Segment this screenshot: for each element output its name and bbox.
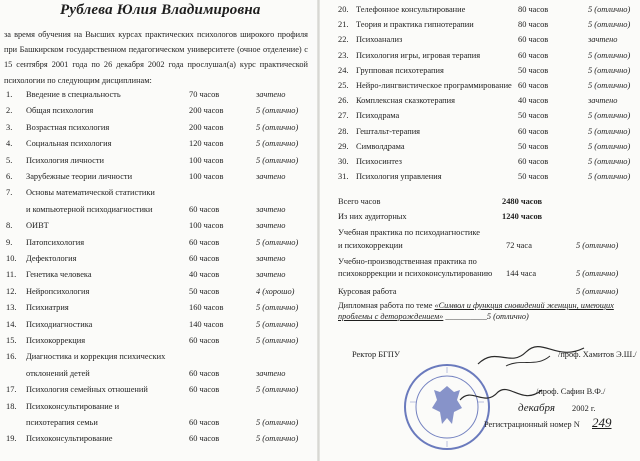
subject-hours: 60 часов xyxy=(518,50,549,60)
subject-hours: 60 часов xyxy=(189,336,220,345)
subject-grade: 5 (отлично) xyxy=(588,65,631,75)
subject-grade: 5 (отлично) xyxy=(588,111,631,121)
subject-title: и компьютерной психодиагностики xyxy=(26,204,153,214)
subject-number: 18. xyxy=(6,401,17,411)
subject-number: 5. xyxy=(6,155,13,165)
thesis-topic: «Символ и функция сновидений женщин, имеющих проблемы с деторождением» xyxy=(338,301,614,321)
subject-title: психотерапия семьи xyxy=(26,418,98,427)
subject-hours: 80 часов xyxy=(518,20,549,30)
subject-title: Генетика человека xyxy=(26,270,92,280)
page-fold xyxy=(317,0,320,461)
subject-grade: зачтено xyxy=(256,368,286,378)
practice-1-line1: Учебная практика по психодиагностике xyxy=(338,228,480,237)
subject-title: Введение в специальность xyxy=(26,90,121,99)
subject-number: 27. xyxy=(338,111,349,121)
thesis-prefix: Дипломная работа по теме xyxy=(338,301,433,310)
registration-label: Регистрационный номер N xyxy=(484,420,580,429)
subject-hours: 140 часов xyxy=(189,319,224,329)
subject-grade: зачтено xyxy=(588,96,618,106)
auditory-hours-value: 1240 часов xyxy=(502,212,542,221)
subject-title: Психология игры, игровая терапия xyxy=(356,50,481,60)
subject-title: Диагностика и коррекция психических xyxy=(26,352,166,362)
practice-1-grade: 5 (отлично) xyxy=(576,241,619,250)
subject-grade: зачтено xyxy=(256,204,286,214)
subject-grade: 5 (отлично) xyxy=(256,139,299,149)
rector-label: Ректор БГПУ xyxy=(352,350,400,359)
subject-grade: зачтено xyxy=(256,172,286,181)
practice-1-hours: 72 часа xyxy=(506,241,532,250)
subject-hours: 70 часов xyxy=(189,90,220,99)
left-page xyxy=(0,0,312,461)
subject-title: Психодрама xyxy=(356,111,400,121)
subject-title: Гештальт-терапия xyxy=(356,126,421,136)
practice-2-line1: Учебно-производственная практика по xyxy=(338,257,477,266)
subject-hours: 200 часов xyxy=(189,106,224,116)
subject-title: Психиатрия xyxy=(26,303,69,313)
subject-grade: зачтено xyxy=(256,270,286,280)
subject-number: 31. xyxy=(338,172,349,182)
subject-grade: зачтено xyxy=(588,35,618,45)
subject-grade: 5 (отлично) xyxy=(588,141,631,151)
subject-grade: 5 (отлично) xyxy=(256,336,299,345)
coursework-grade: 5 (отлично) xyxy=(576,287,619,296)
subject-title: Групповая психотерапия xyxy=(356,65,444,75)
subject-number: 16. xyxy=(6,352,17,362)
intro-paragraph: за время обучения на Высших курсах практических психологов широкого профиля при Башкирском государственном педагогическом университете (очное отделение) с 15 сентября 2001 года по 26 декабря 2002 года прослушал(а) курс практической психологии по следующим дисциплинам: xyxy=(4,30,308,85)
practice-2-hours: 144 часа xyxy=(506,269,537,278)
subject-hours: 60 часов xyxy=(189,237,220,247)
subject-title: отклонений детей xyxy=(26,368,90,378)
subject-hours: 100 часов xyxy=(189,221,224,231)
practice-2-grade: 5 (отлично) xyxy=(576,269,619,278)
subject-number: 3. xyxy=(6,122,13,132)
subject-number: 13. xyxy=(6,303,17,313)
subject-grade: 5 (отлично) xyxy=(588,5,631,14)
subject-number: 26. xyxy=(338,96,349,106)
subject-title: Психосинтез xyxy=(356,157,402,166)
subject-hours: 60 часов xyxy=(518,35,549,45)
subject-number: 12. xyxy=(6,286,17,296)
subject-grade: 5 (отлично) xyxy=(256,237,299,247)
subject-number: 7. xyxy=(6,188,13,198)
subject-grade: 5 (отлично) xyxy=(588,172,631,182)
subject-title: Комплексная сказкотерапия xyxy=(356,96,455,106)
subject-title: Дефектология xyxy=(26,254,77,263)
subject-title: ОИВТ xyxy=(26,221,49,231)
subject-title: Психология управления xyxy=(356,172,442,182)
rector-name: /проф. Хамитов Э.Ш./ xyxy=(558,350,637,359)
subject-grade: 5 (отлично) xyxy=(256,418,299,427)
total-hours-label: Всего часов xyxy=(338,197,381,206)
subject-hours: 100 часов xyxy=(189,172,224,181)
subject-hours: 50 часов xyxy=(518,141,549,151)
subject-number: 10. xyxy=(6,254,17,263)
subject-grade: 5 (отлично) xyxy=(256,385,299,395)
subject-title: Психоконсультирование xyxy=(26,434,113,444)
subject-title: Психология семейных отношений xyxy=(26,385,148,395)
subject-title: Социальная психология xyxy=(26,139,112,149)
subject-hours: 50 часов xyxy=(518,111,549,121)
subject-title: Нейро-лингвистическое программирование xyxy=(356,81,512,90)
subject-hours: 60 часов xyxy=(518,157,549,166)
subject-number: 9. xyxy=(6,237,13,247)
subject-hours: 60 часов xyxy=(518,81,549,90)
subject-number: 29. xyxy=(338,141,349,151)
subject-title: Символдрама xyxy=(356,141,405,151)
subject-hours: 60 часов xyxy=(189,418,220,427)
subject-title: Возрастная психология xyxy=(26,122,110,132)
subject-title: Патопсихология xyxy=(26,237,85,247)
subject-number: 20. xyxy=(338,5,349,14)
right-page xyxy=(326,0,640,461)
subject-hours: 100 часов xyxy=(189,155,224,165)
subject-number: 19. xyxy=(6,434,17,444)
subject-hours: 60 часов xyxy=(518,126,549,136)
subject-grade: 5 (отлично) xyxy=(256,303,299,313)
subject-title: Основы математической статистики xyxy=(26,188,155,198)
student-name: Рублева Юлия Владимировна xyxy=(60,2,261,18)
subject-title: Психоанализ xyxy=(356,35,403,45)
subject-number: 24. xyxy=(338,65,349,75)
subject-hours: 60 часов xyxy=(189,368,220,378)
subject-number: 8. xyxy=(6,221,13,231)
practice-1-line2: и психокоррекции xyxy=(338,241,403,250)
subject-grade: 5 (отлично) xyxy=(588,157,631,166)
subject-grade: 5 (отлично) xyxy=(256,434,299,444)
subject-number: 15. xyxy=(6,336,17,345)
subject-hours: 50 часов xyxy=(518,65,549,75)
subject-number: 14. xyxy=(6,319,17,329)
subject-grade: зачтено xyxy=(256,90,286,99)
subject-number: 25. xyxy=(338,81,349,90)
subject-grade: зачтено xyxy=(256,254,286,263)
subject-grade: 5 (отлично) xyxy=(256,106,299,116)
subject-hours: 60 часов xyxy=(189,204,220,214)
subject-number: 22. xyxy=(338,35,349,45)
subject-hours: 120 часов xyxy=(189,139,224,149)
subject-title: Психодиагностика xyxy=(26,319,93,329)
registration-number: 249 xyxy=(592,415,612,430)
subject-number: 28. xyxy=(338,126,349,136)
subject-grade: 5 (отлично) xyxy=(256,319,299,329)
subject-hours: 80 часов xyxy=(518,5,549,14)
subject-number: 2. xyxy=(6,106,13,116)
subject-hours: 40 часов xyxy=(518,96,549,106)
subject-hours: 60 часов xyxy=(189,385,220,395)
subject-title: Общая психология xyxy=(26,106,94,116)
subject-grade: 5 (отлично) xyxy=(588,126,631,136)
subject-grade: 5 (отлично) xyxy=(588,50,631,60)
subject-hours: 50 часов xyxy=(189,286,220,296)
subject-number: 21. xyxy=(338,20,349,30)
subject-title: Зарубежные теории личности xyxy=(26,172,133,181)
subject-title: Психоконсультирование и xyxy=(26,401,120,411)
subject-title: Нейропсихология xyxy=(26,286,90,296)
subject-grade: 4 (хорошо) xyxy=(256,286,295,296)
subject-hours: 50 часов xyxy=(518,172,549,182)
date-month: декабря xyxy=(518,402,555,414)
subject-grade: зачтено xyxy=(256,221,286,231)
subject-title: Теория и практика гипнотерапии xyxy=(356,20,474,30)
subject-hours: 160 часов xyxy=(189,303,224,313)
practice-2-line2: психокоррекции и психоконсультированию xyxy=(338,269,493,278)
auditory-hours-label: Из них аудиторных xyxy=(338,212,407,221)
thesis-grade: 5 (отлично) xyxy=(486,312,529,321)
subject-number: 4. xyxy=(6,139,13,149)
subject-number: 17. xyxy=(6,385,17,395)
dean-name: /проф. Сафин В.Ф./ xyxy=(536,387,606,396)
date-year: 2002 г. xyxy=(572,404,596,413)
subject-hours: 200 часов xyxy=(189,122,224,132)
subject-number: 11. xyxy=(6,270,17,280)
thesis-block: Дипломная работа по теме «Символ и функция сновидений женщин, имеющих проблемы с деторождением» __________5 (отлично) xyxy=(338,301,614,321)
subject-number: 23. xyxy=(338,50,349,60)
subject-title: Телефонное консультирование xyxy=(356,5,466,14)
subject-number: 1. xyxy=(6,90,13,99)
subject-hours: 40 часов xyxy=(189,270,220,280)
subject-hours: 60 часов xyxy=(189,434,220,444)
subject-grade: 5 (отлично) xyxy=(256,122,299,132)
subject-grade: 5 (отлично) xyxy=(256,155,299,165)
subject-hours: 60 часов xyxy=(189,254,220,263)
subject-grade: 5 (отлично) xyxy=(588,20,631,30)
subject-number: 6. xyxy=(6,172,13,181)
subject-grade: 5 (отлично) xyxy=(588,81,631,90)
subject-number: 30. xyxy=(338,157,349,166)
total-hours-value: 2480 часов xyxy=(502,197,542,206)
subject-title: Психокоррекция xyxy=(26,336,86,345)
coursework-label: Курсовая работа xyxy=(338,287,397,296)
subject-title: Психология личности xyxy=(26,155,105,165)
